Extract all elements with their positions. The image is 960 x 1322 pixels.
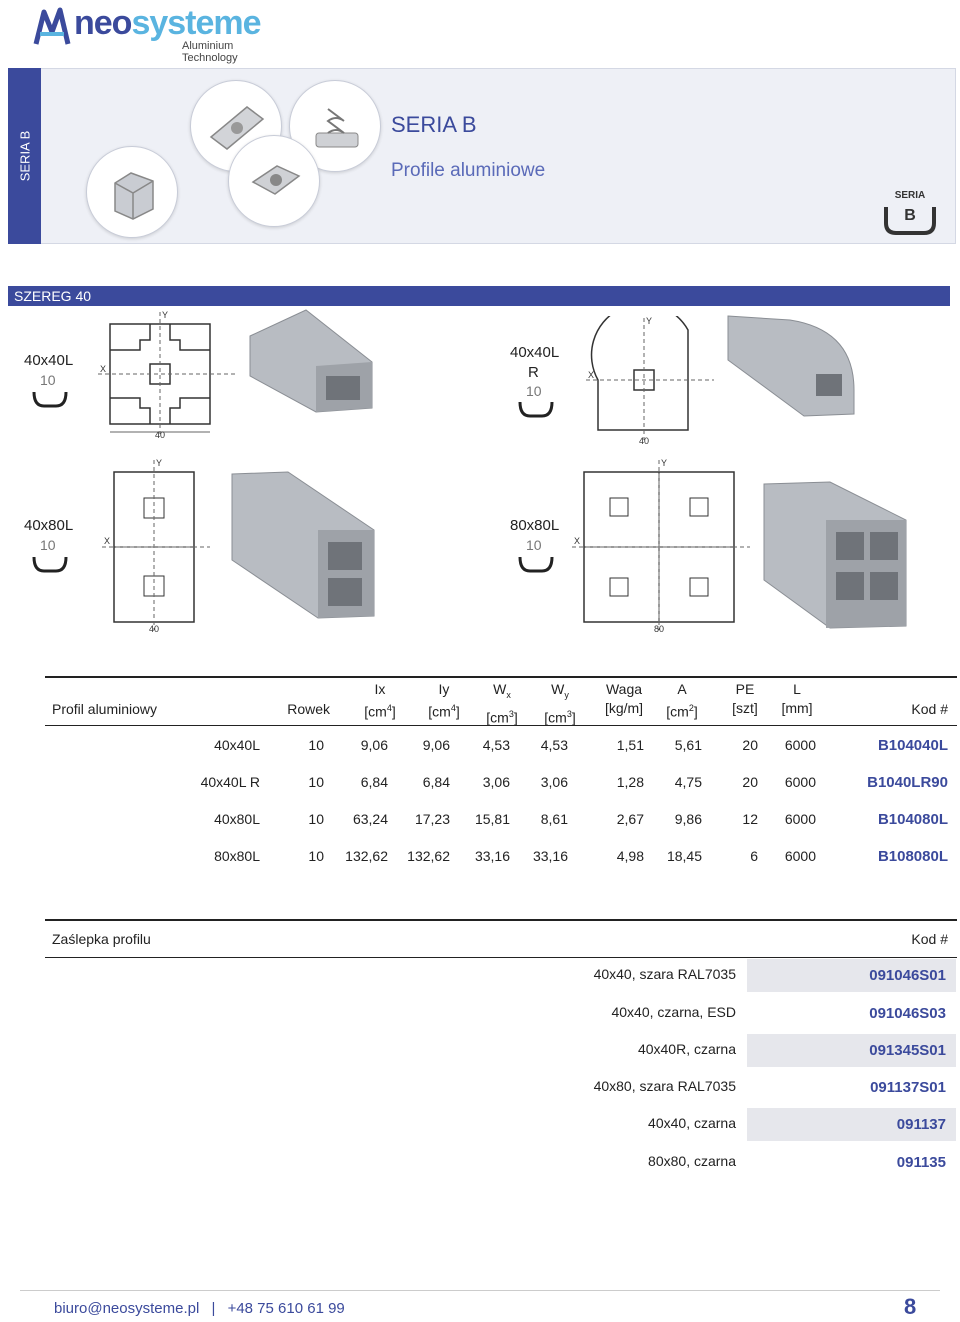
cell-profil: 40x80L <box>214 811 260 827</box>
col-header-l <box>762 680 832 718</box>
cell-rowek: 10 <box>308 774 324 790</box>
y-axis-label: Y <box>156 458 163 468</box>
cell-waga: 1,28 <box>616 774 644 790</box>
iy-unit: $[cm^4]$ <box>428 703 460 720</box>
dim-80-label: 80 <box>653 624 665 634</box>
col-header-a <box>646 680 718 722</box>
cell-ix: 6,84 <box>360 774 388 790</box>
wx-unit: $[cm^3]$ <box>486 708 518 726</box>
slot-size: 10 <box>526 383 542 399</box>
x-axis-label: X <box>588 370 595 380</box>
cap-description: 80x80, czarna <box>648 1153 736 1169</box>
profile-drawing-80x80 <box>570 458 760 634</box>
section-header: SZEREG 40 <box>8 286 950 306</box>
caps-header-rule <box>45 957 957 958</box>
page-subtitle: Profile aluminiowe <box>391 160 546 181</box>
cell-iy: 9,06 <box>422 737 450 753</box>
cell-iy: 6,84 <box>422 774 450 790</box>
cell-rowek: 10 <box>308 811 324 827</box>
brand-logo <box>30 4 280 64</box>
profile-drawing-40x80 <box>100 458 230 634</box>
cap-description: 40x40, czarna <box>648 1115 736 1131</box>
cap-code: 091137 <box>747 1108 956 1141</box>
slot-size: 10 <box>526 537 542 553</box>
col-header-profil: Profil aluminiowy <box>52 701 158 717</box>
cell-pe: 20 <box>742 774 758 790</box>
page-title: SERIA B <box>391 112 477 137</box>
cell-wx: 3,06 <box>482 774 510 790</box>
cell-l: 6000 <box>784 774 816 790</box>
cap-description: 40x40, czarna, ESD <box>611 1004 736 1020</box>
page-number: 8 <box>904 1294 917 1319</box>
cell-a: 4,75 <box>674 774 702 790</box>
cell-a: 18,45 <box>666 848 702 864</box>
waga-label: Waga <box>605 681 643 697</box>
waga-unit: [kg/m] <box>604 700 644 716</box>
contact-email-link[interactable]: biuro@neosysteme.pl <box>54 1300 200 1317</box>
logo-tagline: Aluminium Technology <box>182 40 238 64</box>
cell-ix: 9,06 <box>360 737 388 753</box>
y-axis-label: Y <box>661 458 668 468</box>
cell-waga: 2,67 <box>616 811 644 827</box>
cell-wx: 33,16 <box>474 848 510 864</box>
cell-kod: B1040LR90 <box>867 774 948 791</box>
cell-ix: 63,24 <box>352 811 388 827</box>
cell-l: 6000 <box>784 811 816 827</box>
cell-kod: B108080L <box>877 848 948 865</box>
cell-profil: 80x80L <box>214 848 260 864</box>
cap-code: 091046S01 <box>747 959 956 992</box>
ix-unit: $[cm^4]$ <box>364 703 396 720</box>
badge-label: SERIA <box>894 190 926 201</box>
wy-unit: $[cm^3]$ <box>544 708 576 726</box>
l-label: L <box>793 681 801 697</box>
cell-wy: 8,61 <box>540 811 568 827</box>
profile-variant: R <box>528 364 539 381</box>
wy-label: $W_y$ <box>551 681 569 700</box>
x-axis-label: X <box>104 536 111 546</box>
profile-name: 40x40L <box>510 344 560 361</box>
footer-separator: | <box>211 1300 216 1317</box>
cap-code: 091135 <box>896 1154 946 1171</box>
bracket-photo-icon <box>86 146 178 238</box>
slot-symbol-icon <box>516 553 556 575</box>
slot-symbol-icon <box>30 553 70 575</box>
cell-wx: 4,53 <box>482 737 510 753</box>
cap-code: 091345S01 <box>747 1034 956 1067</box>
y-axis-label: Y <box>162 310 169 320</box>
cell-iy: 132,62 <box>407 848 450 864</box>
cap-description: 40x80, szara RAL7035 <box>593 1078 736 1094</box>
cell-l: 6000 <box>784 848 816 864</box>
contact-phone: +48 75 610 61 99 <box>227 1300 345 1317</box>
pe-label: PE <box>735 681 755 697</box>
cell-pe: 20 <box>742 737 758 753</box>
ix-label: Ix <box>374 681 386 697</box>
cell-pe: 6 <box>750 848 758 864</box>
series-b-badge <box>880 185 940 245</box>
profile-name: 40x40L <box>24 352 74 369</box>
logo-wordmark <box>74 4 261 43</box>
caps-kod-header: Kod # <box>911 931 948 947</box>
logo-neo: neo <box>74 4 132 42</box>
profile-drawing-40x40 <box>96 310 246 440</box>
cell-wy: 3,06 <box>540 774 568 790</box>
cell-rowek: 10 <box>308 848 324 864</box>
cell-profil: 40x40L R <box>200 774 260 790</box>
cell-wy: 33,16 <box>532 848 568 864</box>
x-axis-label: X <box>574 536 581 546</box>
cap-description: 40x40R, czarna <box>637 1041 736 1057</box>
l-unit: [mm] <box>781 700 813 716</box>
col-header-wy <box>524 680 596 727</box>
slot-size: 10 <box>40 537 56 553</box>
cell-waga: 4,98 <box>616 848 644 864</box>
footer-rule <box>20 1290 940 1291</box>
caps-table-top-rule <box>45 919 957 921</box>
profile-render-80x80 <box>760 480 910 630</box>
cell-wx: 15,81 <box>474 811 510 827</box>
pe-unit: [szt] <box>732 700 758 716</box>
t-nut-photo-icon <box>228 135 320 227</box>
profile-render-40x40 <box>246 306 376 416</box>
badge-letter: B <box>904 207 916 224</box>
dim-40-label: 40 <box>154 430 166 440</box>
cell-kod: B104040L <box>877 737 948 754</box>
profile-render-40x80 <box>228 470 378 620</box>
footer-contact <box>54 1300 345 1317</box>
slot-symbol-icon <box>30 388 70 410</box>
cap-code: 091046S03 <box>869 1005 946 1022</box>
cell-l: 6000 <box>784 737 816 753</box>
cap-description: 40x40, szara RAL7035 <box>593 966 736 982</box>
cell-profil: 40x40L <box>214 737 260 753</box>
profile-drawing-40x40r <box>584 316 724 446</box>
slot-symbol-icon <box>516 398 556 420</box>
cell-wy: 4,53 <box>540 737 568 753</box>
cell-ix: 132,62 <box>345 848 388 864</box>
cell-kod: B104080L <box>877 811 948 828</box>
cap-code: 091137S01 <box>870 1079 946 1096</box>
cell-a: 9,86 <box>674 811 702 827</box>
dim-40-label: 40 <box>638 436 650 446</box>
col-header-rowek: Rowek <box>287 701 330 717</box>
slot-size: 10 <box>40 372 56 388</box>
wx-label: $W_x$ <box>493 681 511 700</box>
logo-systeme: systeme <box>131 4 261 42</box>
a-label: A <box>677 681 687 697</box>
profile-render-40x40r <box>724 310 864 420</box>
x-axis-label: X <box>100 364 107 374</box>
cell-iy: 17,23 <box>414 811 450 827</box>
y-axis-label: Y <box>646 316 653 326</box>
cell-pe: 12 <box>742 811 758 827</box>
cell-rowek: 10 <box>308 737 324 753</box>
profile-name: 40x80L <box>24 517 74 534</box>
series-side-tab <box>8 68 41 244</box>
logo-mark-icon <box>30 4 74 52</box>
a-unit: $[cm^2]$ <box>666 703 698 720</box>
iy-label: Iy <box>438 681 450 697</box>
side-tab-label: SERIA B <box>17 130 32 182</box>
col-header-ix <box>344 680 416 722</box>
caps-header: Zaślepka profilu <box>52 931 151 947</box>
table-top-rule <box>45 676 957 678</box>
col-header-kod: Kod # <box>911 701 948 717</box>
cell-waga: 1,51 <box>616 737 644 753</box>
table-header-rule <box>45 725 957 726</box>
profile-name: 80x80L <box>510 517 560 534</box>
cell-a: 5,61 <box>674 737 702 753</box>
dim-40-label: 40 <box>148 624 160 634</box>
